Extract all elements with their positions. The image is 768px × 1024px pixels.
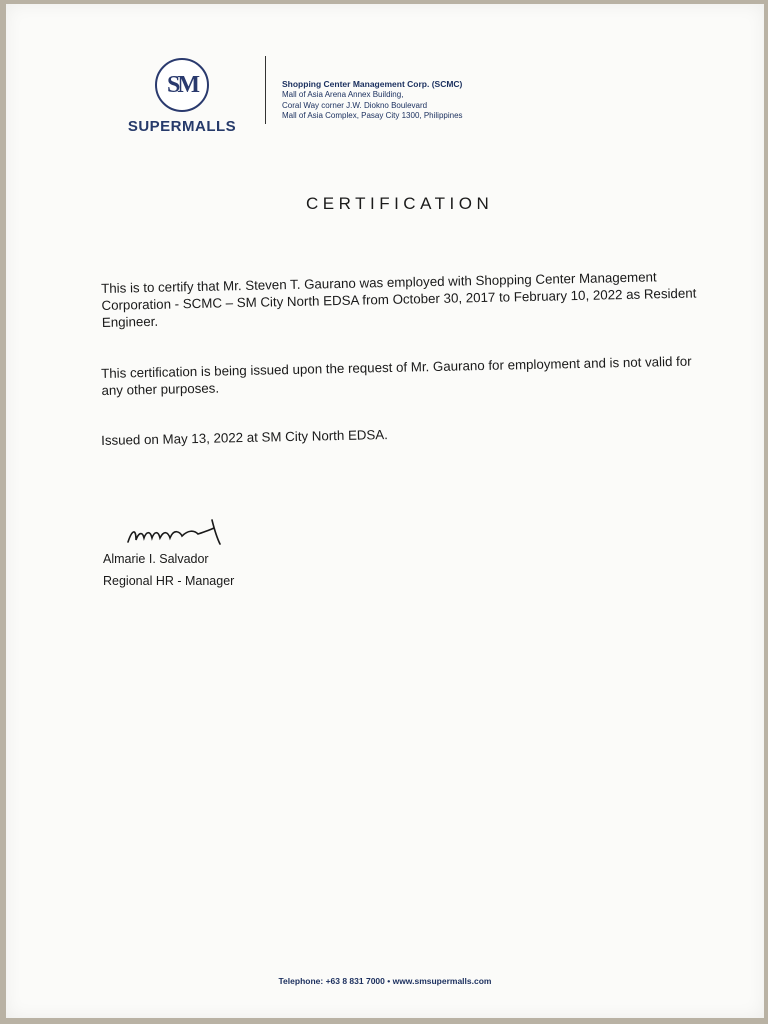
logo-monogram: SM <box>167 71 197 98</box>
signatory-block <box>103 548 234 592</box>
certificate-page <box>6 4 764 1018</box>
certification-paragraph: This is to certify that Mr. Steven T. Gaurano was employed with Shopping Center Management Corporation - SCMC – SM City North EDSA from October 30, 2017 to February 10, 2022 as Resident Engineer. <box>101 269 697 330</box>
supermalls-logo <box>116 58 248 135</box>
signatory-name: Almarie I. Salvador <box>103 552 209 566</box>
logo-text: SUPERMALLS <box>127 118 237 135</box>
address-line: Coral Way corner J.W. Diokno Boulevard <box>282 100 428 110</box>
address-line: Mall of Asia Arena Annex Building, <box>282 89 404 99</box>
handwritten-signature <box>124 516 234 550</box>
document-title: CERTIFICATION <box>306 194 494 213</box>
purpose-paragraph: This certification is being issued upon the request of Mr. Gaurano for employment and is not valid for any other purposes. <box>101 353 692 398</box>
signatory-position: Regional HR - Manager <box>103 574 235 588</box>
company-address-block <box>282 79 463 122</box>
sm-logo-icon <box>155 58 209 112</box>
letterhead-divider <box>265 56 266 124</box>
footer-contact: Telephone: +63 8 831 7000 • www.smsupermalls.com <box>278 976 492 986</box>
address-line: Mall of Asia Complex, Pasay City 1300, Philippines <box>282 111 463 121</box>
company-name: Shopping Center Management Corp. (SCMC) <box>282 79 463 89</box>
issued-paragraph: Issued on May 13, 2022 at SM City North EDSA. <box>101 426 389 448</box>
